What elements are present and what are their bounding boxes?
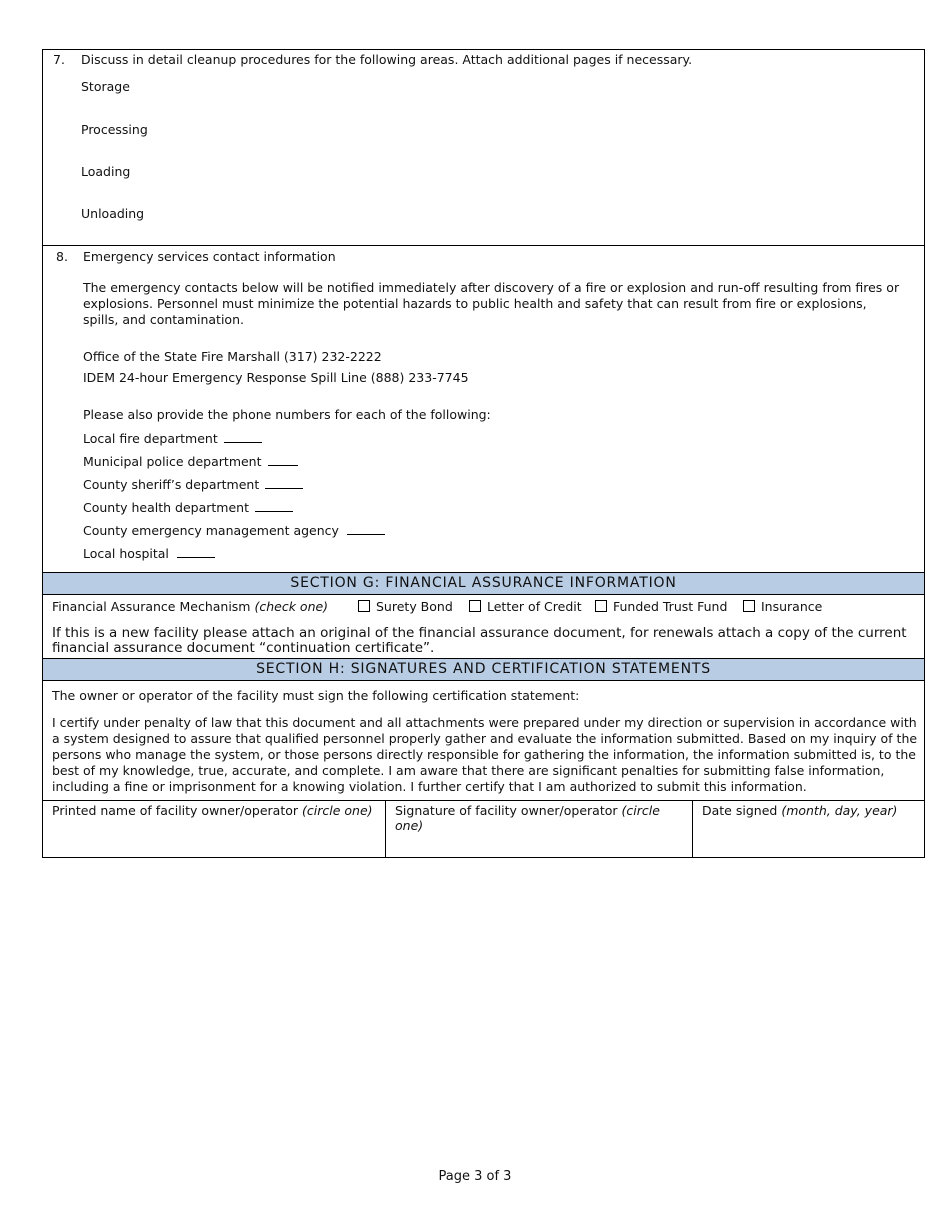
contact-fire-marshall: Office of the State Fire Marshall (317) 232-2222 xyxy=(83,349,382,364)
signature-label: Signature of facility owner/operator xyxy=(395,803,618,818)
signature-row xyxy=(43,800,924,857)
printed-name-label: Printed name of facility owner/operator xyxy=(52,803,299,818)
financial-assurance-row xyxy=(43,594,924,658)
funded-trust-fund-checkbox[interactable] xyxy=(595,600,607,612)
area-unloading[interactable]: Unloading xyxy=(81,206,145,221)
question-8 xyxy=(43,245,924,572)
page-number: Page 3 of 3 xyxy=(438,1169,512,1184)
field-county-ema xyxy=(83,522,385,538)
field-local-fire-label: Local fire department xyxy=(83,431,218,446)
surety-bond-checkbox[interactable] xyxy=(358,600,370,612)
mechanism-label-text: Financial Assurance Mechanism xyxy=(52,599,251,614)
funded-trust-fund-label: Funded Trust Fund xyxy=(613,599,728,614)
question-8-number: 8. xyxy=(56,249,68,264)
option-funded-trust-fund[interactable] xyxy=(595,599,727,614)
county-ema-phone-input[interactable] xyxy=(347,522,385,535)
question-7 xyxy=(43,50,924,245)
contact-idem-spill-line: IDEM 24-hour Emergency Response Spill Line (888) 233-7745 xyxy=(83,370,469,385)
field-local-hospital-label: Local hospital xyxy=(83,546,169,561)
letter-of-credit-label: Letter of Credit xyxy=(487,599,582,614)
field-municipal-police xyxy=(83,453,298,469)
printed-name-cell[interactable] xyxy=(43,801,386,857)
emergency-paragraph: The emergency contacts below will be notified immediately after discovery of a fire or explosion and run-off resulting from fires or explosions. Personnel must minimize the potential hazards to public health and safety that can result from fire or explosions, spills, and contamination. xyxy=(83,280,900,327)
field-county-sheriff-label: County sheriff’s department xyxy=(83,477,260,492)
option-surety-bond[interactable] xyxy=(358,599,453,614)
letter-of-credit-checkbox[interactable] xyxy=(469,600,481,612)
area-storage[interactable]: Storage xyxy=(81,79,130,94)
financial-note: If this is a new facility please attach an original of the financial assurance document, for renewals attach a copy of the current financial assurance document “continuation certificate”. xyxy=(52,625,907,656)
date-signed-cell[interactable] xyxy=(693,801,924,857)
surety-bond-label: Surety Bond xyxy=(376,599,453,614)
option-insurance[interactable] xyxy=(743,599,822,614)
field-county-health xyxy=(83,499,293,515)
signature-hint: (circle one) xyxy=(395,803,660,833)
certification-statement: I certify under penalty of law that this document and all attachments were prepared under my direction or supervision in accordance with a system designed to assure that qualified personnel properly gather and evaluate the information submitted. Based on my inquiry of the persons who manage the system, or those persons directly responsible for gathering the information, the information submitted is, to the best of my knowledge, true, accurate, and complete. I am aware that there are significant penalties for submitting false information, including a fine or imprisonment for a knowing violation. I further certify that I am authorized to submit this information. xyxy=(52,715,918,794)
county-health-phone-input[interactable] xyxy=(255,499,293,512)
question-8-title: Emergency services contact information xyxy=(83,249,336,264)
date-signed-label: Date signed xyxy=(702,803,778,818)
insurance-checkbox[interactable] xyxy=(743,600,755,612)
mechanism-hint: (check one) xyxy=(254,599,329,614)
local-hospital-phone-input[interactable] xyxy=(177,545,215,558)
certification-intro: The owner or operator of the facility must sign the following certification statement: xyxy=(52,688,580,703)
printed-name-hint: (circle one) xyxy=(302,803,373,818)
field-county-sheriff xyxy=(83,476,303,492)
field-local-hospital xyxy=(83,545,215,561)
mechanism-label xyxy=(52,599,328,614)
insurance-label: Insurance xyxy=(761,599,823,614)
question-7-prompt: Discuss in detail cleanup procedures for the following areas. Attach additional pages if necessary. xyxy=(81,52,693,67)
field-county-ema-label: County emergency management agency xyxy=(83,523,339,538)
phone-request: Please also provide the phone numbers for each of the following: xyxy=(83,407,491,422)
section-h-header: SECTION H: SIGNATURES AND CERTIFICATION STATEMENTS xyxy=(43,658,924,680)
county-sheriff-phone-input[interactable] xyxy=(265,476,303,489)
date-signed-hint: (month, day, year) xyxy=(781,803,898,818)
field-county-health-label: County health department xyxy=(83,500,249,515)
local-fire-phone-input[interactable] xyxy=(224,430,262,443)
field-local-fire xyxy=(83,430,262,446)
municipal-police-phone-input[interactable] xyxy=(268,453,298,466)
certification-row xyxy=(43,680,924,800)
signature-cell[interactable] xyxy=(386,801,693,857)
section-g-header: SECTION G: FINANCIAL ASSURANCE INFORMATION xyxy=(43,572,924,594)
form-page xyxy=(42,49,925,858)
area-loading[interactable]: Loading xyxy=(81,164,131,179)
area-processing[interactable]: Processing xyxy=(81,122,148,137)
question-7-number: 7. xyxy=(53,52,65,67)
field-municipal-police-label: Municipal police department xyxy=(83,454,262,469)
option-letter-of-credit[interactable] xyxy=(469,599,582,614)
